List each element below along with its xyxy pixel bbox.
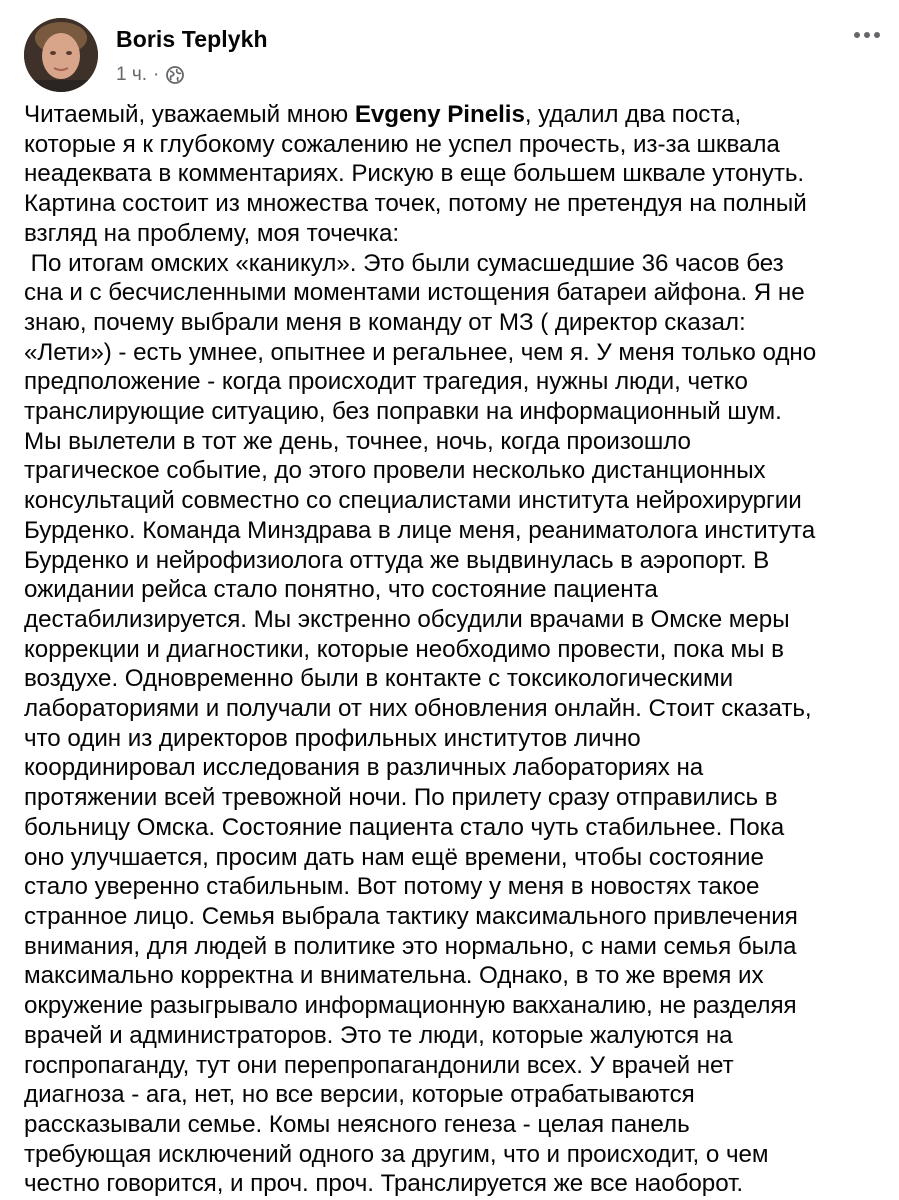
- post-text-line: координировал исследования в различных лабораториях на: [24, 754, 704, 782]
- post-text-line: предположение - когда происходит трагедия, нужны люди, четко: [24, 368, 748, 396]
- post-text-line: рассказывали семье. Комы неясного генеза - целая панель: [24, 1110, 690, 1138]
- post-text-line: «Лети») - есть умнее, опытнее и регальнее, чем я. У меня только одно: [24, 338, 817, 366]
- post-meta: [116, 62, 185, 88]
- post-text-line: честно говорится, и проч. проч. Транслируется же все наоборот.: [24, 1170, 744, 1198]
- post-text-line: [24, 100, 884, 130]
- post-text-line: взгляд на проблему, моя точечка:: [24, 219, 400, 247]
- post-text-line: трагическое событие, до этого провели несколько дистанционных: [24, 457, 766, 485]
- post-text-line: оно улучшается, просим дать нам ещё времени, чтобы состояние: [24, 843, 764, 871]
- post-text-intro-end: , удалил два поста,: [524, 101, 742, 128]
- post-text-line: Бурденко. Команда Минздрава в лице меня, реаниматолога института: [24, 516, 816, 544]
- more-dot: [874, 32, 880, 38]
- more-dot: [864, 32, 870, 38]
- author-avatar[interactable]: [24, 18, 98, 92]
- avatar-photo: [24, 18, 98, 92]
- post-text-line: окружение разыгрывало информационную вакханалию, не разделяя: [24, 992, 797, 1020]
- post-text-line: странное лицо. Семья выбрала тактику максимального привлечения: [24, 902, 798, 930]
- more-options-icon[interactable]: [849, 22, 885, 48]
- post-text: [24, 100, 884, 1199]
- post-text-line: что один из директоров профильных институтов лично: [24, 724, 641, 752]
- post-text-line: протяжении всей тревожной ночи. По прилету сразу отправились в: [24, 784, 778, 812]
- post-timestamp[interactable]: 1 ч.: [116, 64, 148, 85]
- more-dot: [854, 32, 860, 38]
- post-text-line: стало уверенно стабильным. Вот потому у меня в новостях такое: [24, 873, 760, 901]
- post-text-line: дестабилизируется. Мы экстренно обсудили врачами в Омске меры: [24, 605, 790, 633]
- post-text-lines: [24, 130, 884, 1199]
- post-text-line: Бурденко и нейрофизиолога оттуда же выдвинулась в аэропорт. В: [24, 546, 770, 574]
- post-text-intro: Читаемый, уважаемый мною: [24, 101, 355, 128]
- post-header: [0, 0, 899, 100]
- post-text-line: врачей и администраторов. Это те люди, которые жалуются на: [24, 1021, 733, 1049]
- meta-separator: ·: [153, 64, 160, 85]
- globe-icon[interactable]: [165, 65, 185, 85]
- post-text-line: Картина состоит из множества точек, потому не претендуя на полный: [24, 190, 807, 218]
- post-text-line: больницу Омска. Состояние пациента стало чуть стабильнее. Пока: [24, 813, 785, 841]
- post-text-line: знаю, почему выбрали меня в команду от МЗ ( директор сказал:: [24, 308, 746, 336]
- post-text-line: воздухе. Одновременно были в контакте с токсикологическими: [24, 665, 734, 693]
- post-text-line: транслирующие ситуацию, без поправки на информационный шум.: [24, 398, 782, 426]
- post-text-line: сна и с бесчисленными моментами истощения батареи айфона. Я не: [24, 279, 805, 307]
- post-text-line: которые я к глубокому сожалению не успел прочесть, из-за шквала: [24, 130, 780, 158]
- post-text-line: лабораториями и получали от них обновления онлайн. Стоит сказать,: [24, 695, 812, 723]
- post-text-line: госпропаганду, тут они перепропагандонили всех. У врачей нет: [24, 1051, 734, 1079]
- post-text-line: ожидании рейса стало понятно, что состояние пациента: [24, 576, 658, 604]
- author-name[interactable]: Boris Teplykh: [116, 26, 268, 52]
- post-text-line: внимания, для людей в политике это нормально, с нами семья была: [24, 932, 797, 960]
- post-text-line: диагноза - ага, нет, но все версии, которые отрабатываются: [24, 1081, 695, 1109]
- post-text-line: максимально корректна и внимательна. Однако, в то же время их: [24, 962, 764, 990]
- post-text-line: консультаций совместно со специалистами института нейрохирургии: [24, 487, 802, 515]
- post-text-line: неадеквата в комментариях. Рискую в еще большем шквале утонуть.: [24, 160, 805, 188]
- post-text-line: Мы вылетели в тот же день, точнее, ночь, когда произошло: [24, 427, 691, 455]
- post-text-line: По итогам омских «каникул». Это были сумасшедшие 36 часов без: [24, 249, 784, 277]
- mention-link[interactable]: Evgeny Pinelis: [354, 101, 525, 128]
- post-text-line: требующая исключений одного за другим, что и происходит, о чем: [24, 1140, 769, 1168]
- post-text-line: коррекции и диагностики, которые необходимо провести, пока мы в: [24, 635, 784, 663]
